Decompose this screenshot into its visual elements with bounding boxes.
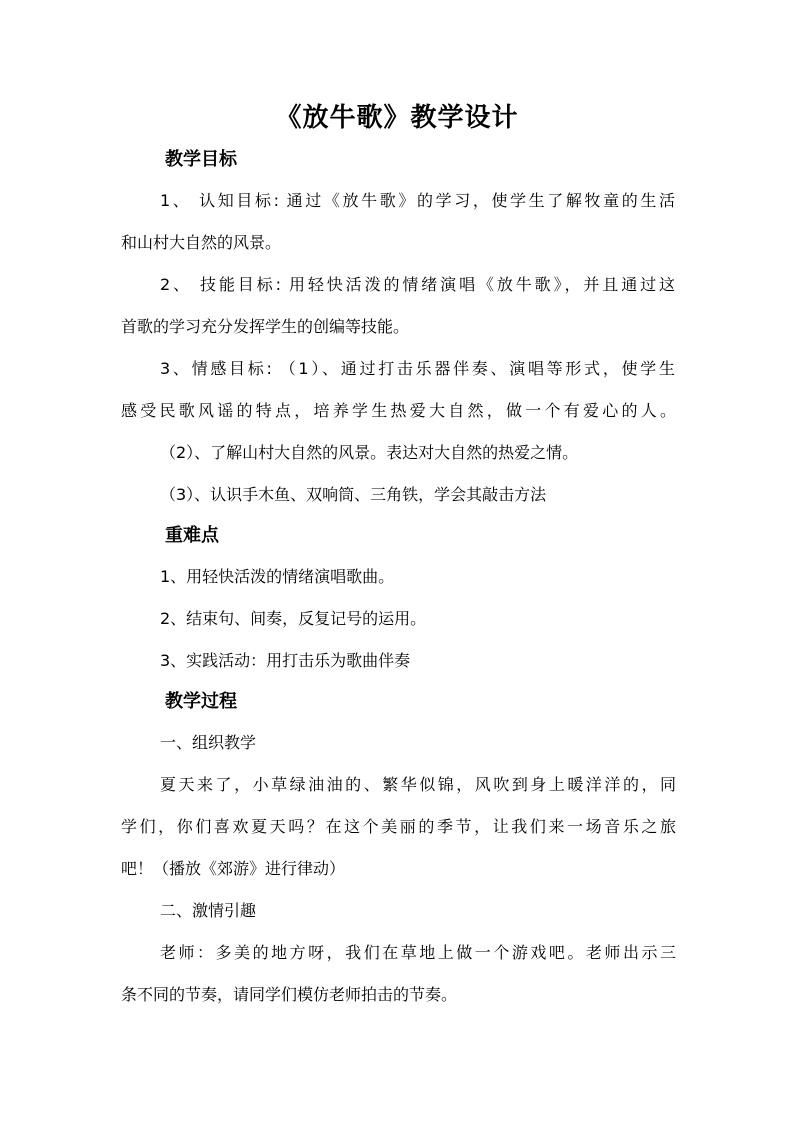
paragraph-line: 2、结束句、间奏，反复记号的运用。 bbox=[160, 609, 427, 628]
paragraph-line: 首歌的学习充分发挥学生的创编等技能。 bbox=[121, 317, 410, 336]
paragraph-line: 二、激情引趣 bbox=[160, 901, 257, 920]
section-heading-process: 教学过程 bbox=[165, 691, 237, 712]
paragraph-line: 老师：多美的地方呀，我们在草地上做一个游戏吧。老师出示三 bbox=[160, 943, 676, 962]
paragraph-line: （3）、认识手木鱼、双响筒、三角铁，学会其敲击方法 bbox=[160, 485, 547, 504]
paragraph-line: 3、情感目标: （1）、通过打击乐器伴奏、演唱等形式，使学生 bbox=[160, 359, 675, 378]
section-heading-difficulties: 重难点 bbox=[165, 525, 219, 546]
paragraph-line: 学们，你们喜欢夏天吗？在这个美丽的季节，让我们来一场音乐之旅 bbox=[121, 817, 676, 836]
paragraph-line: 和山村大自然的风景。 bbox=[121, 233, 282, 252]
paragraph-line: （2）、了解山村大自然的风景。表达对大自然的热爱之情。 bbox=[160, 443, 579, 462]
paragraph-line: 吧！（播放《郊游》进行律动） bbox=[121, 859, 346, 878]
paragraph-line: 一、组织教学 bbox=[160, 733, 257, 752]
section-heading-objectives: 教学目标 bbox=[165, 149, 237, 170]
paragraph-line: 夏天来了，小草绿油油的、繁华似锦，风吹到身上暖洋洋的，同 bbox=[160, 775, 676, 794]
document-title: 《放牛歌》教学设计 bbox=[275, 103, 519, 133]
paragraph-line: 1、 认知目标: 通过《放牛歌》的学习，使学生了解牧童的生活 bbox=[160, 191, 675, 210]
paragraph-line: 1、用轻快活泼的情绪演唱歌曲。 bbox=[160, 567, 395, 586]
paragraph-line: 2、 技能目标: 用轻快活泼的情绪演唱《放牛歌》，并且通过这 bbox=[160, 275, 675, 294]
paragraph-line: 条不同的节奏，请同学们模仿老师拍击的节奏。 bbox=[121, 985, 458, 1004]
paragraph-line: 3、实践活动：用打击乐为歌曲伴奏 bbox=[160, 651, 411, 670]
paragraph-line: 感受民歌风谣的特点，培养学生热爱大自然，做一个有爱心的人。 bbox=[121, 401, 676, 420]
